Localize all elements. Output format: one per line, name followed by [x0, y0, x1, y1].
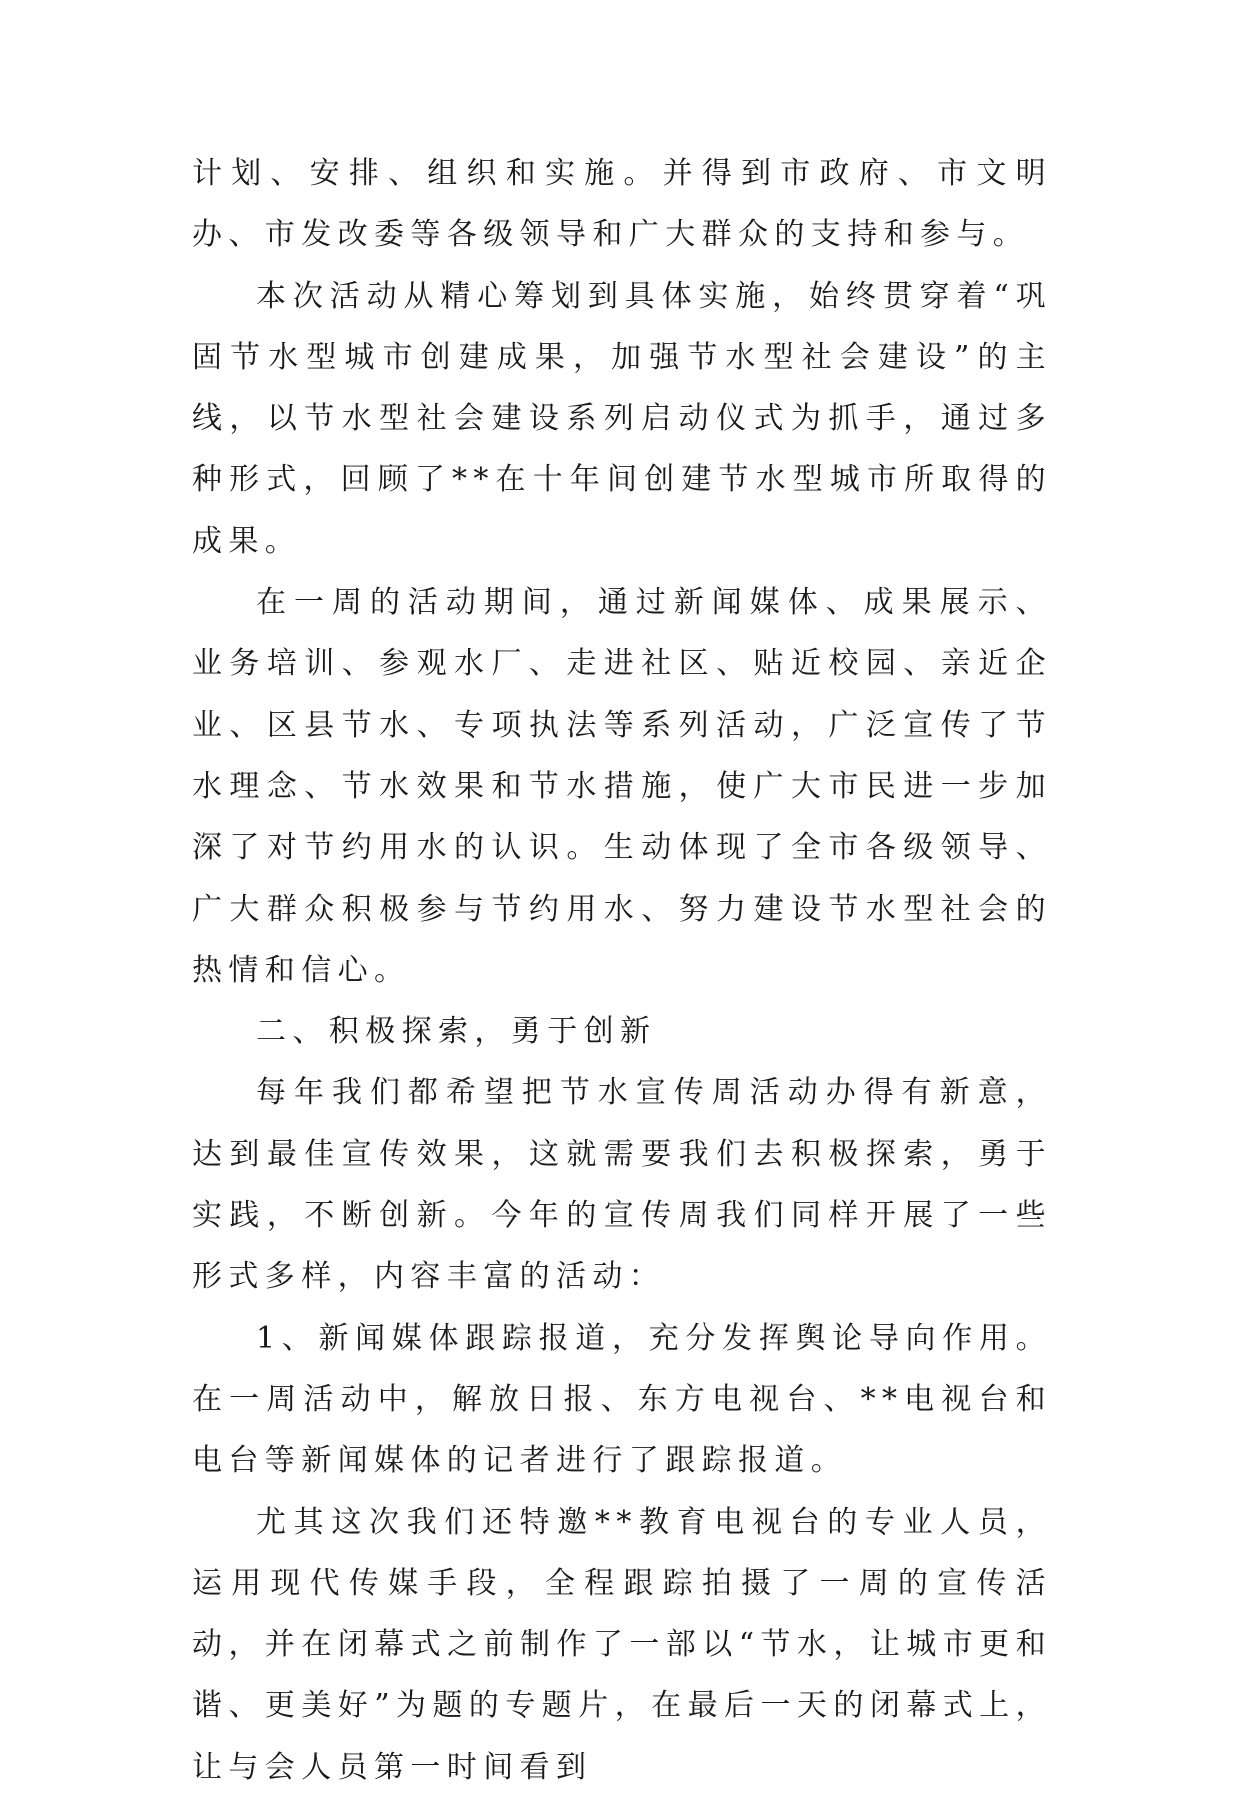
document-body — [192, 143, 1052, 1798]
section-heading: 二、积极探索，勇于创新 — [256, 1014, 657, 1050]
paragraph-activity-week: 在一周的活动期间，通过新闻媒体、成果展示、业务培训、参观水厂、走进社区、贴近校园、亲近企业、区县节水、专项执法等系列活动，广泛宣传了节水理念、节水效果和节水措施，使广大市民进一步加深了对节约用水的认识。生动体现了全市各级领导、广大群众积极参与节约用水、努力建设节水型社会的热情和信心。 — [192, 585, 1052, 988]
paragraph-innovation: 每年我们都希望把节水宣传周活动办得有新意，达到最佳宣传效果，这就需要我们去积极探索，勇于实践，不断创新。今年的宣传周我们同样开展了一些形式多样，内容丰富的活动： — [192, 1075, 1052, 1295]
paragraph-special-film: 尤其这次我们还特邀**教育电视台的专业人员，运用现代传媒手段，全程跟踪拍摄了一周的宣传活动，并在闭幕式之前制作了一部以“节水，让城市更和谐、更美好”为题的专题片，在最后一天的闭幕式上，让与会人员第一时间看到 — [192, 1504, 1052, 1785]
paragraph-news-media: 1、新闻媒体跟踪报道，充分发挥舆论导向作用。在一周活动中，解放日报、东方电视台、**电视台和电台等新闻媒体的记者进行了跟踪报道。 — [192, 1320, 1052, 1479]
paragraph-activity-overview: 本次活动从精心筹划到具体实施，始终贯穿着“巩固节水型城市创建成果，加强节水型社会建设”的主线，以节水型社会建设系列启动仪式为抓手，通过多种形式，回顾了**在十年间创建节水型城市所取得的成果。 — [192, 278, 1052, 559]
paragraph-continuation: 计划、安排、组织和实施。并得到市政府、市文明办、市发改委等各级领导和广大群众的支持和参与。 — [192, 156, 1052, 253]
